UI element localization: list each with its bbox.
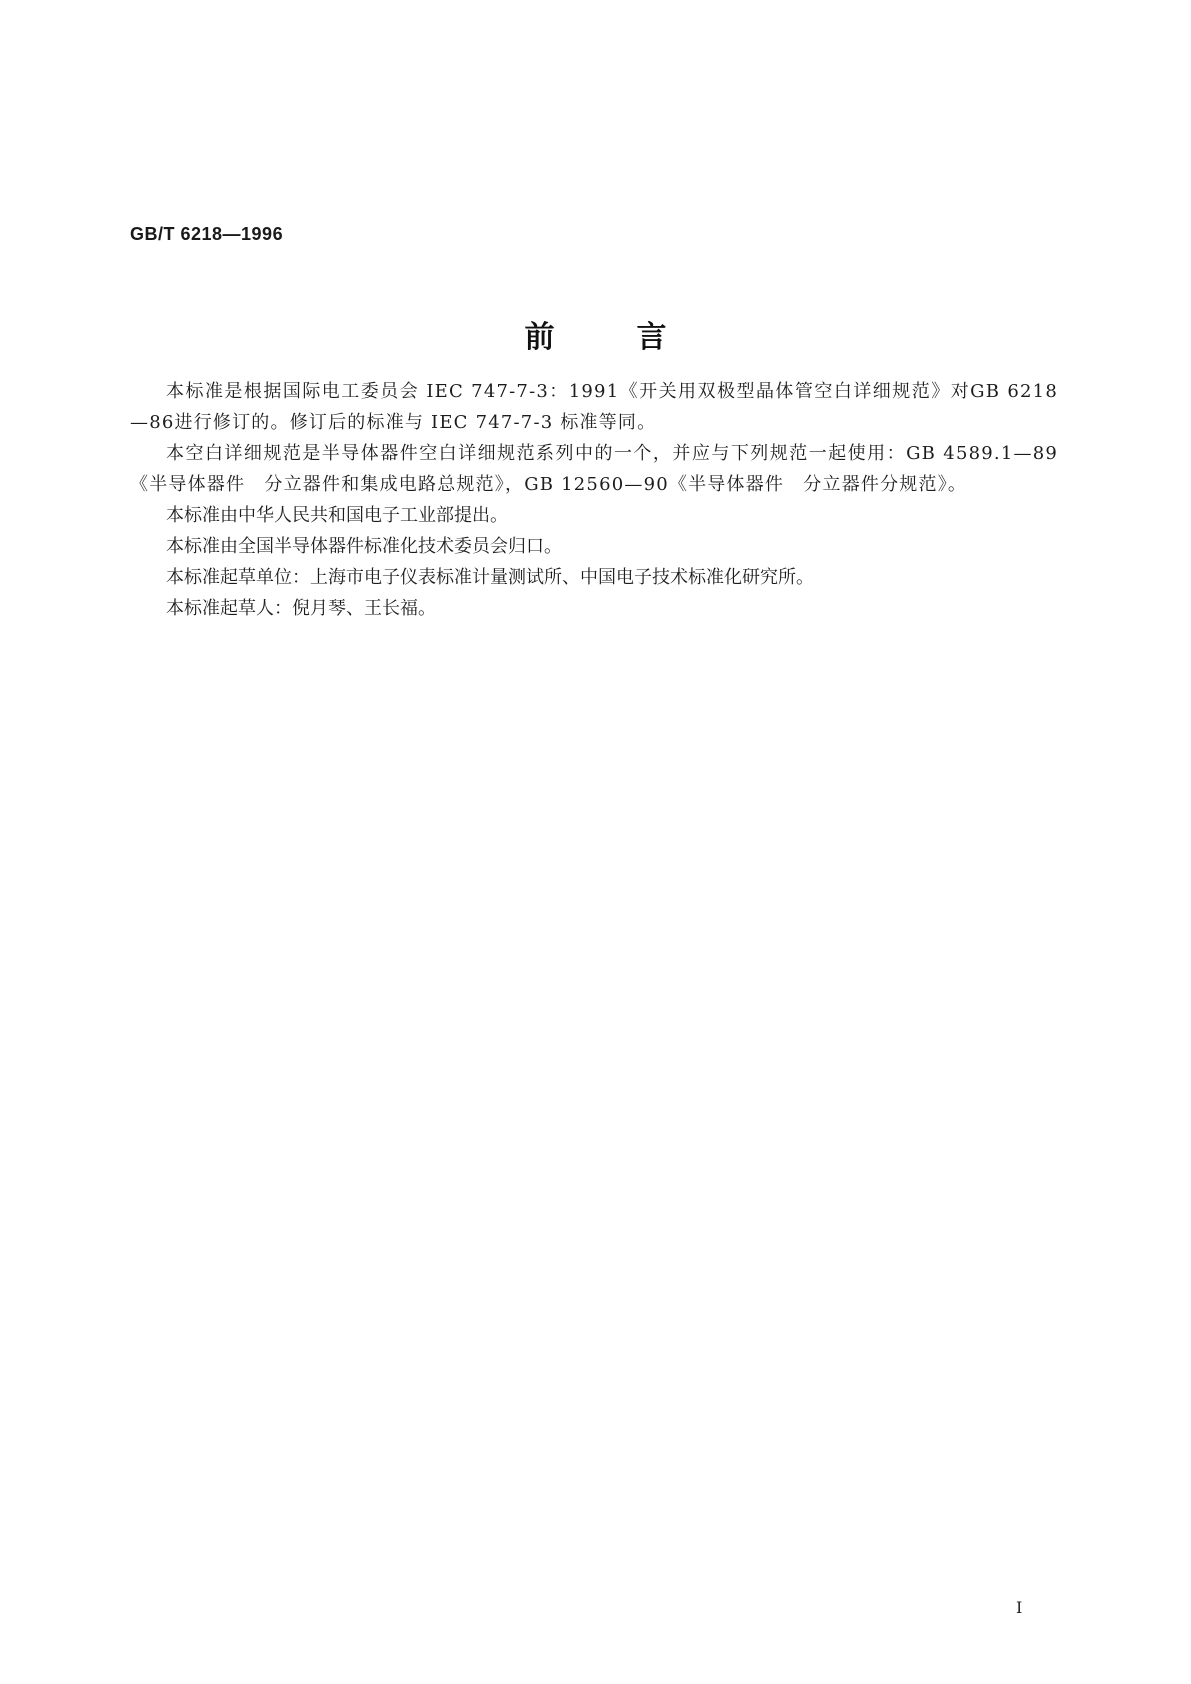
title-char-2: 言	[636, 320, 667, 355]
paragraph-centralized-by: 本标准由全国半导体器件标准化技术委员会归口。	[166, 536, 562, 557]
paragraph-drafters: 本标准起草人：倪月琴、王长福。	[166, 598, 436, 619]
paragraph-proposed-by: 本标准由中华人民共和国电子工业部提出。	[166, 505, 508, 526]
paragraph-related-specs: 本空白详细规范是半导体器件空白详细规范系列中的一个，并应与下列规范一起使用：GB 4589.1—89《半导体器件 分立器件和集成电路总规范》，GB 12560—90《半导体器件 分立器件分规范》。	[130, 443, 1058, 495]
preface-body	[130, 376, 1058, 624]
title-char-1: 前	[524, 320, 555, 355]
page-number: I	[1016, 1598, 1023, 1617]
paragraph-drafting-units: 本标准起草单位：上海市电子仪表标准计量测试所、中国电子技术标准化研究所。	[166, 567, 814, 588]
page-title	[0, 312, 1191, 356]
paragraph-revision-basis: 本标准是根据国际电工委员会 IEC 747-7-3：1991《开关用双极型晶体管空白详细规范》对GB 6218—86进行修订的。修订后的标准与 IEC 747-7-3 标准等同。	[130, 381, 1058, 433]
standard-code: GB/T 6218—1996	[130, 224, 284, 244]
